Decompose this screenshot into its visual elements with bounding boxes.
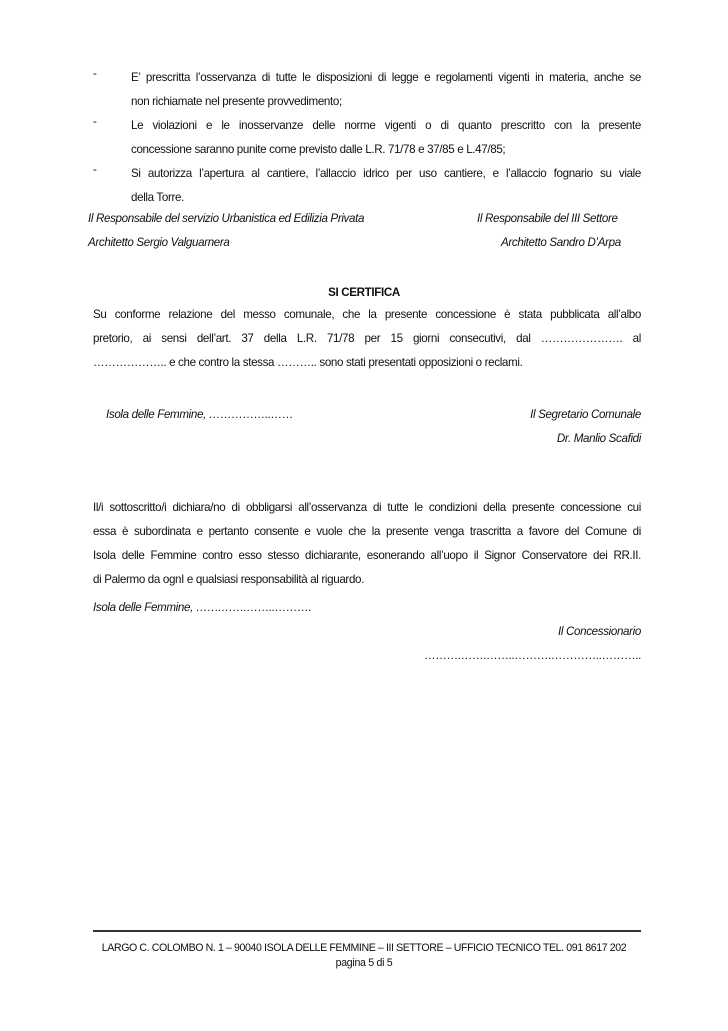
declaration-line: essa è subordinata e pertanto consente e vuole che la presente venga trascritta a favore del Comune di xyxy=(93,525,641,538)
bullet-dash: - xyxy=(93,163,97,176)
bullet-item xyxy=(93,162,641,210)
concessionario-label: Il Concessionario xyxy=(558,625,641,638)
certifica-line: Su conforme relazione del messo comunale, che la presente concessione è stata pubblicata all’albo xyxy=(93,308,641,321)
signatory-left-name: Architetto Sergio Valguarnera xyxy=(88,236,230,249)
declaration-line: Il/i sottoscritto/i dichiara/no di obbligarsi all’osservanza di tutte le condizioni della presente concessione cui xyxy=(93,501,641,514)
footer-rule xyxy=(93,930,641,932)
certifica-heading: SI CERTIFICA xyxy=(328,286,400,299)
bullet-dash: - xyxy=(93,67,97,80)
certifica-paragraph xyxy=(93,303,641,375)
declaration-line: Isola delle Femmine contro esso stesso dichiarante, esonerando all’uopo il Signor Conservatore dei RR.II. xyxy=(93,549,641,562)
bullet-line: E’ prescritta l’osservanza di tutte le disposizioni di legge e regolamenti vigenti in materia, anche se xyxy=(131,71,641,84)
footer-address: LARGO C. COLOMBO N. 1 – 90040 ISOLA DELLE FEMMINE – III SETTORE – UFFICIO TECNICO TEL. 091 8617 202 xyxy=(101,942,627,954)
certifica-line: ……………….. e che contro la stessa ……….. sono stati presentati opposizioni o reclami. xyxy=(93,356,523,369)
secretary-name: Dr. Manlio Scafidi xyxy=(556,432,641,445)
bullet-item xyxy=(93,66,641,114)
bullet-line: della Torre. xyxy=(131,191,184,204)
bullet-line: Le violazioni e le inosservanze delle norme vigenti o di quanto prescritto con la presente xyxy=(131,119,641,132)
signatory-right-name: Architetto Sandro D’Arpa xyxy=(501,236,621,249)
signatory-left-role: Il Responsabile del servizio Urbanistica ed Edilizia Privata xyxy=(88,212,365,225)
bullet-dash: - xyxy=(93,115,97,128)
signatory-right-role: Il Responsabile del III Settore xyxy=(477,212,618,225)
bullet-line: concessione saranno punite come previsto dalle L.R. 71/78 e 37/85 e L.47/85; xyxy=(131,143,506,156)
bullet-line: non richiamate nel presente provvedimento; xyxy=(131,95,342,108)
declaration-paragraph xyxy=(93,496,641,592)
secretary-role: Il Segretario Comunale xyxy=(530,408,641,421)
bullet-item xyxy=(93,114,641,162)
certifica-line: pretorio, ai sensi dell’art. 37 della L.R. 71/78 per 15 giorni consecutivi, dal …………………. al xyxy=(93,332,641,345)
certifica-place-date: Isola delle Femmine, ……………..…… xyxy=(106,408,294,421)
concessionario-signature-line: ……….…….……..……….…………..……….. xyxy=(424,649,641,662)
bullet-line: Si autorizza l’apertura al cantiere, l’allaccio idrico per uso cantiere, e l’allaccio fognario su viale xyxy=(131,167,641,180)
footer-page-number: pagina 5 di 5 xyxy=(335,957,393,969)
declaration-line: di Palermo da ognI e qualsiasi responsabilità al riguardo. xyxy=(93,573,365,586)
declaration-place-date: Isola delle Femmine, …….…….……..………. xyxy=(93,601,312,614)
